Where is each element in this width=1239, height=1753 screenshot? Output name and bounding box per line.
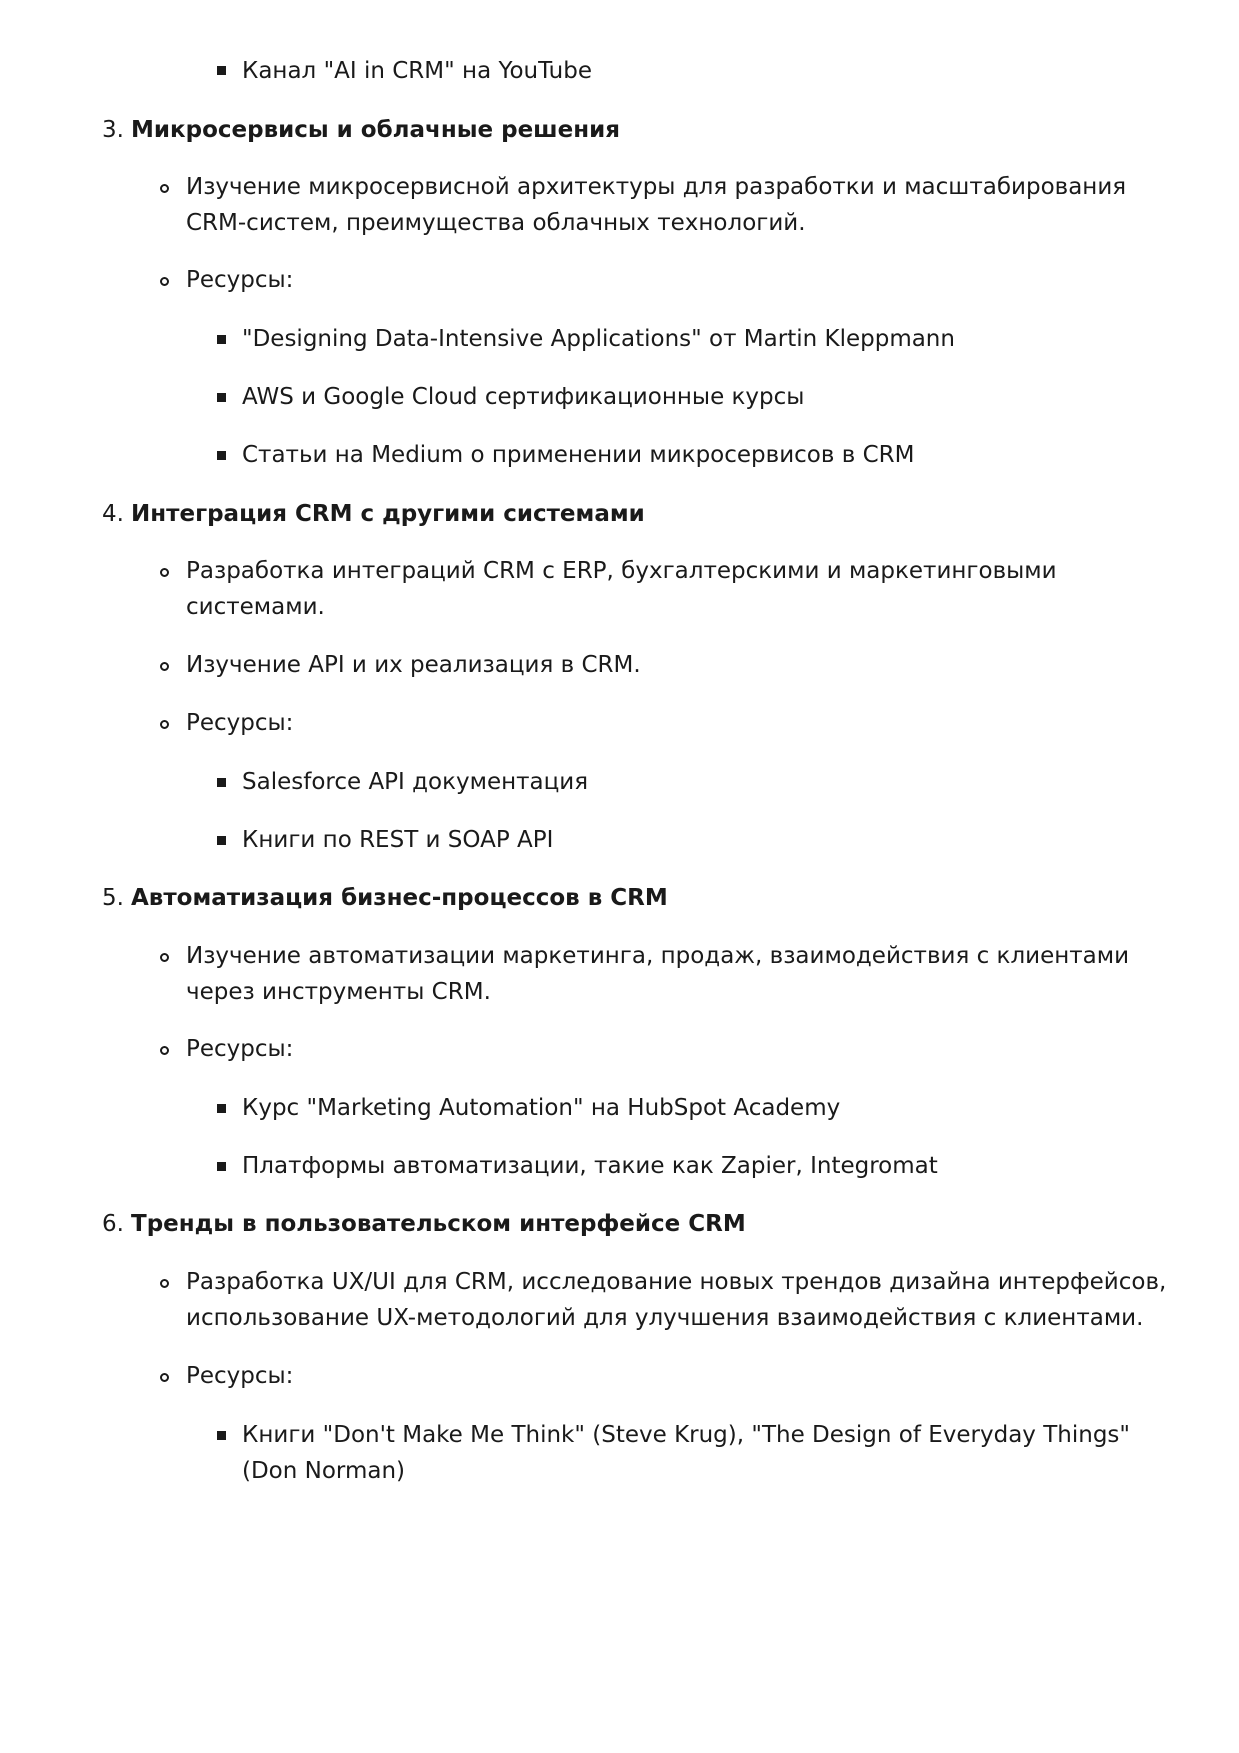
section-title: Интеграция CRM с другими системами	[131, 501, 645, 527]
circle-bullet-icon	[160, 953, 169, 962]
resource-item: Salesforce API документация	[242, 769, 589, 795]
section-number: 4.	[102, 501, 124, 527]
resources-label: Ресурсы:	[186, 1036, 294, 1062]
section-description-line: Разработка интеграций CRM с ERP, бухгалтерскими и маркетинговыми	[186, 558, 1057, 584]
section-number: 5.	[102, 885, 124, 911]
circle-bullet-icon	[160, 1279, 169, 1288]
square-bullet-icon	[217, 1162, 226, 1171]
resource-item-line: (Don Norman)	[242, 1458, 406, 1484]
resource-item-line: Книги "Don't Make Me Think" (Steve Krug), "The Design of Everyday Things"	[242, 1422, 1130, 1448]
square-bullet-icon	[217, 393, 226, 402]
section-title: Автоматизация бизнес-процессов в CRM	[131, 885, 668, 911]
resource-item: AWS и Google Cloud сертификационные курсы	[242, 384, 805, 410]
circle-bullet-icon	[160, 277, 169, 286]
circle-bullet-icon	[160, 568, 169, 577]
resources-label: Ресурсы:	[186, 1363, 294, 1389]
section-description-line: через инструменты CRM.	[186, 979, 491, 1005]
circle-bullet-icon	[160, 1046, 169, 1055]
square-bullet-icon	[217, 66, 226, 75]
circle-bullet-icon	[160, 720, 169, 729]
resource-item: Канал "AI in CRM" на YouTube	[242, 58, 592, 84]
resource-item: Статьи на Medium о применении микросервисов в CRM	[242, 442, 915, 468]
section-description-line: Изучение автоматизации маркетинга, продаж, взаимодействия с клиентами	[186, 943, 1130, 969]
resources-label: Ресурсы:	[186, 267, 294, 293]
circle-bullet-icon	[160, 662, 169, 671]
section-number: 3.	[102, 117, 124, 143]
square-bullet-icon	[217, 451, 226, 460]
square-bullet-icon	[217, 1104, 226, 1113]
circle-bullet-icon	[160, 184, 169, 193]
square-bullet-icon	[217, 836, 226, 845]
resource-item: Книги по REST и SOAP API	[242, 827, 554, 853]
circle-bullet-icon	[160, 1373, 169, 1382]
square-bullet-icon	[217, 1431, 226, 1440]
section-description-line: CRM-систем, преимущества облачных технологий.	[186, 210, 806, 236]
section-title: Микросервисы и облачные решения	[131, 117, 620, 143]
section-number: 6.	[102, 1211, 124, 1237]
section-description: Изучение API и их реализация в CRM.	[186, 652, 641, 678]
section-description-line: системами.	[186, 594, 325, 620]
section-title: Тренды в пользовательском интерфейсе CRM	[131, 1211, 746, 1237]
section-description-line: Изучение микросервисной архитектуры для разработки и масштабирования	[186, 174, 1127, 200]
resources-label: Ресурсы:	[186, 710, 294, 736]
section-description-line: Разработка UX/UI для CRM, исследование новых трендов дизайна интерфейсов,	[186, 1269, 1167, 1295]
resource-item: "Designing Data-Intensive Applications" от Martin Kleppmann	[242, 326, 955, 352]
square-bullet-icon	[217, 778, 226, 787]
resource-item: Курс "Marketing Automation" на HubSpot Academy	[242, 1095, 841, 1121]
section-description-line: использование UX-методологий для улучшения взаимодействия с клиентами.	[186, 1305, 1144, 1331]
square-bullet-icon	[217, 335, 226, 344]
resource-item: Платформы автоматизации, такие как Zapier, Integromat	[242, 1153, 938, 1179]
